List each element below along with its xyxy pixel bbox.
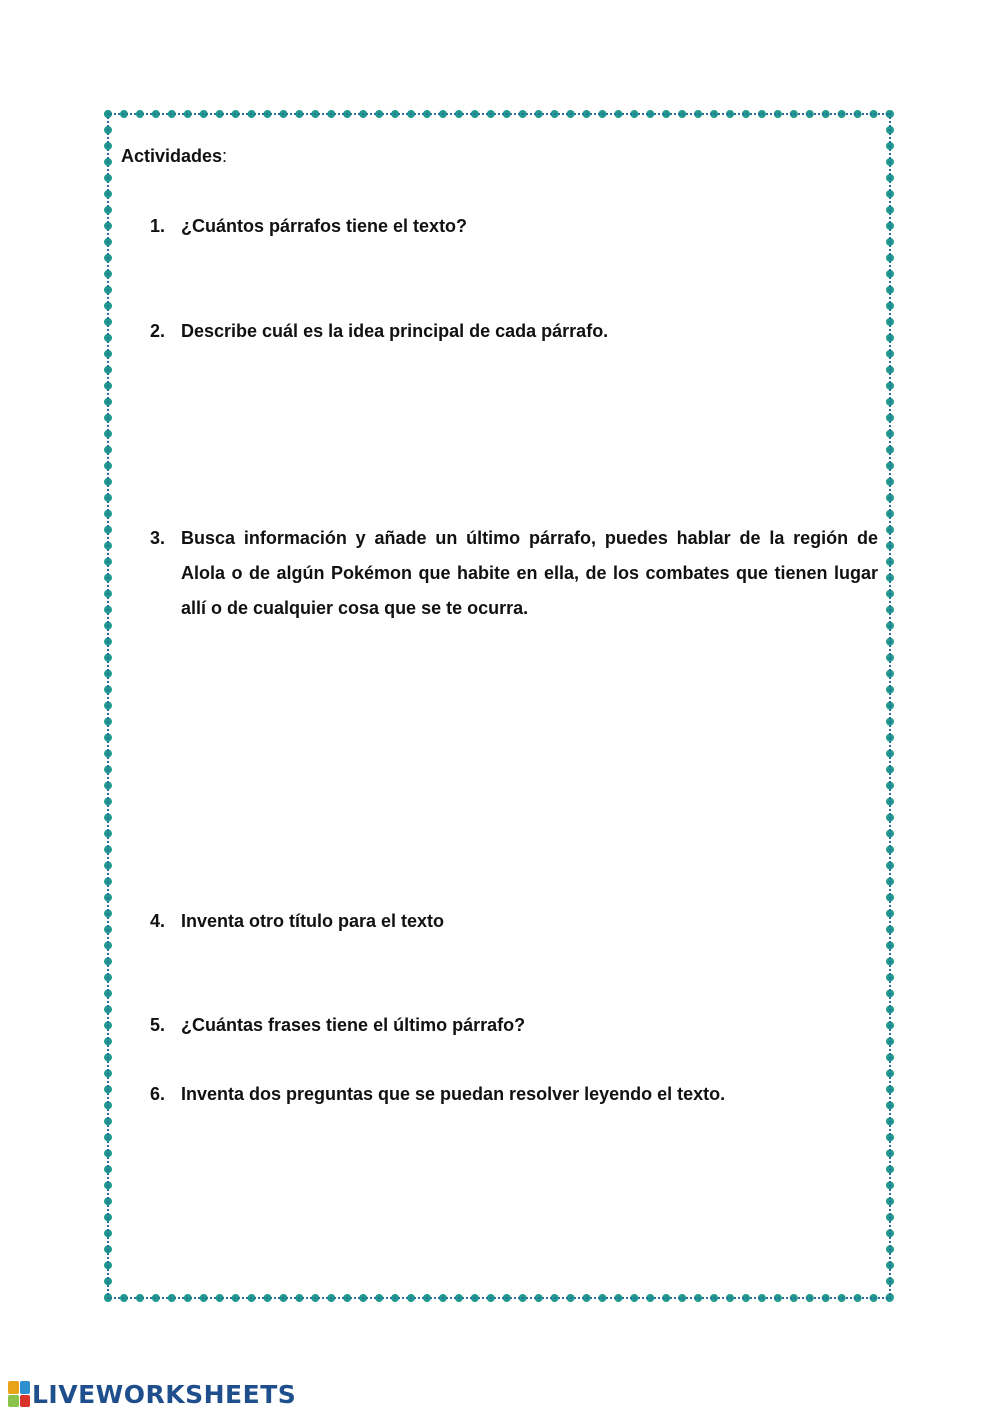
activities-heading bbox=[121, 146, 227, 167]
activities-heading-text: Actividades bbox=[121, 146, 223, 166]
question-6 bbox=[150, 1077, 878, 1112]
question-5-text: ¿Cuántas frases tiene el último párrafo? bbox=[181, 1015, 526, 1035]
question-1-text: ¿Cuántos párrafos tiene el texto? bbox=[181, 216, 468, 236]
liveworksheets-logo-icon bbox=[8, 1381, 30, 1407]
question-5-number: 5. bbox=[150, 1015, 166, 1035]
question-1-number: 1. bbox=[150, 216, 166, 236]
question-4-text: Inventa otro título para el texto bbox=[181, 911, 445, 931]
question-3 bbox=[150, 521, 878, 626]
question-2-text: Describe cuál es la idea principal de cada párrafo. bbox=[181, 321, 609, 341]
question-6-text: Inventa dos preguntas que se puedan resolver leyendo el texto. bbox=[181, 1084, 726, 1104]
question-5 bbox=[150, 1008, 878, 1043]
question-2 bbox=[150, 314, 878, 349]
liveworksheets-brand-text: LIVEWORKSHEETS bbox=[32, 1379, 297, 1409]
question-6-number: 6. bbox=[150, 1084, 166, 1104]
question-4 bbox=[150, 904, 878, 939]
question-3-number: 3. bbox=[150, 528, 166, 548]
liveworksheets-footer bbox=[8, 1378, 296, 1410]
logo-square-4 bbox=[20, 1395, 31, 1408]
question-1 bbox=[150, 209, 878, 244]
dotted-page-border bbox=[104, 110, 894, 1302]
question-3-text: Busca información y añade un último párrafo, puedes hablar de la región de Alola o de algún Pokémon que habite en ella, de los combates que tienen lugar allí o de cualquier cosa que se te ocurra. bbox=[181, 528, 878, 618]
question-2-number: 2. bbox=[150, 321, 166, 341]
activities-heading-colon: : bbox=[222, 146, 228, 166]
logo-square-3 bbox=[8, 1395, 19, 1408]
logo-square-2 bbox=[20, 1381, 31, 1394]
logo-square-1 bbox=[8, 1381, 19, 1394]
question-4-number: 4. bbox=[150, 911, 166, 931]
